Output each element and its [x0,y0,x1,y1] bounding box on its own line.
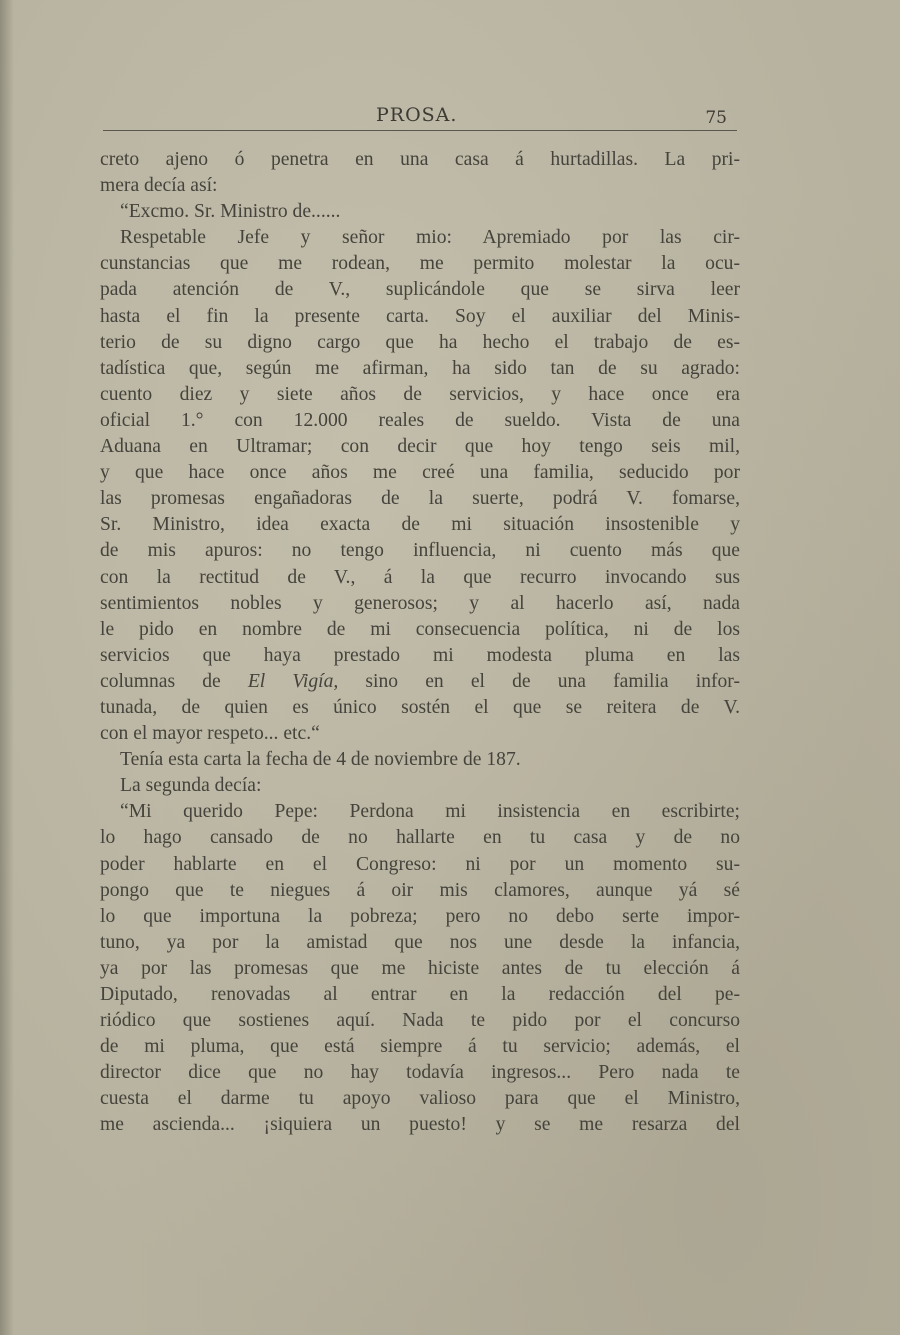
page-header [103,100,737,132]
text-line: le pido en nombre de mi consecuencia política, ni de los [100,618,740,640]
page-edge-shadow [0,0,14,1335]
text-line: lo hago cansado de no hallarte en tu casa y de no [100,827,740,849]
header-rule [103,130,737,131]
text-line: creto ajeno ó penetra en una casa á hurtadillas. La pri- [100,149,740,170]
text-line: cuento diez y siete años de servicios, y hace once era [100,383,740,405]
text-line: Respetable Jefe y señor mio: Apremiado por las cir- [120,227,740,249]
text-line: poder hablarte en el Congreso: ni por un momento su- [100,853,740,875]
text-line: riódico que sostienes aquí. Nada te pido por el concurso [100,1010,740,1032]
text-line: tuno, ya por la amistad que nos une desde la infancia, [100,931,740,953]
text-line: ya por las promesas que me hiciste antes de tu elección á [100,957,740,979]
text-segment: sino en el de una familia infor- [338,670,740,692]
text-line: hasta el fin la presente carta. Soy el auxiliar del Minis- [100,305,740,327]
text-line: con la rectitud de V., á la que recurro invocando sus [100,566,740,588]
text-line: servicios que haya prestado mi modesta pluma en las [100,644,740,666]
text-line: tunada, de quien es único sostén el que se reitera de V. [100,696,740,718]
text-line: “Mi querido Pepe: Perdona mi insistencia en escribirte; [120,801,740,823]
text-line: Diputado, renovadas al entrar en la redacción del pe- [100,984,740,1005]
text-line: oficial 1.° con 12.000 reales de sueldo. Vista de una [100,409,740,431]
running-title: PROSA. [376,104,458,126]
text-line: Tenía esta carta la fecha de 4 de noviembre de 187. [120,749,521,771]
newspaper-title: El Vigía, [247,670,339,692]
text-line: cuesta el darme tu apoyo valioso para que el Ministro, [100,1088,740,1110]
text-line: pada atención de V., suplicándole que se sirva leer [100,279,740,301]
text-line: terio de su digno cargo que ha hecho el trabajo de es- [100,331,740,353]
text-line: las promesas engañadoras de la suerte, podrá V. fomarse, [100,488,740,510]
text-line: mera decía así: [100,175,218,197]
text-line: me ascienda... ¡siquiera un puesto! y se me resarza del [100,1114,740,1136]
text-line: con el mayor respeto... etc.“ [100,723,320,745]
text-line: director dice que no hay todavía ingresos... Pero nada te [100,1062,740,1084]
text-line: lo que importuna la pobreza; pero no debo serte impor- [100,905,740,927]
text-line: sentimientos nobles y generosos; y al hacerlo así, nada [100,592,740,614]
text-line: “Excmo. Sr. Ministro de...... [120,201,341,223]
text-line: Aduana en Ultramar; con decir que hoy tengo seis mil, [100,436,740,458]
text-line [100,669,740,695]
text-line: y que hace once años me creé una familia, seducido por [100,462,740,484]
text-line: tadística que, según me afirman, ha sido tan de su agrado: [100,357,740,379]
text-line: cunstancias que me rodean, me permito molestar la ocu- [100,253,740,275]
text-line: de mi pluma, que está siempre á tu servicio; además, el [100,1036,740,1058]
text-line: de mis apuros: no tengo influencia, ni cuento más que [100,540,740,562]
text-line: La segunda decía: [120,775,262,797]
body-text [100,147,740,1139]
text-line: pongo que te niegues á oir mis clamores, aunque yá sé [100,879,740,901]
text-segment: columnas de [100,670,248,692]
page-number: 75 [705,108,727,128]
text-line: Sr. Ministro, idea exacta de mi situación insostenible y [100,514,740,536]
